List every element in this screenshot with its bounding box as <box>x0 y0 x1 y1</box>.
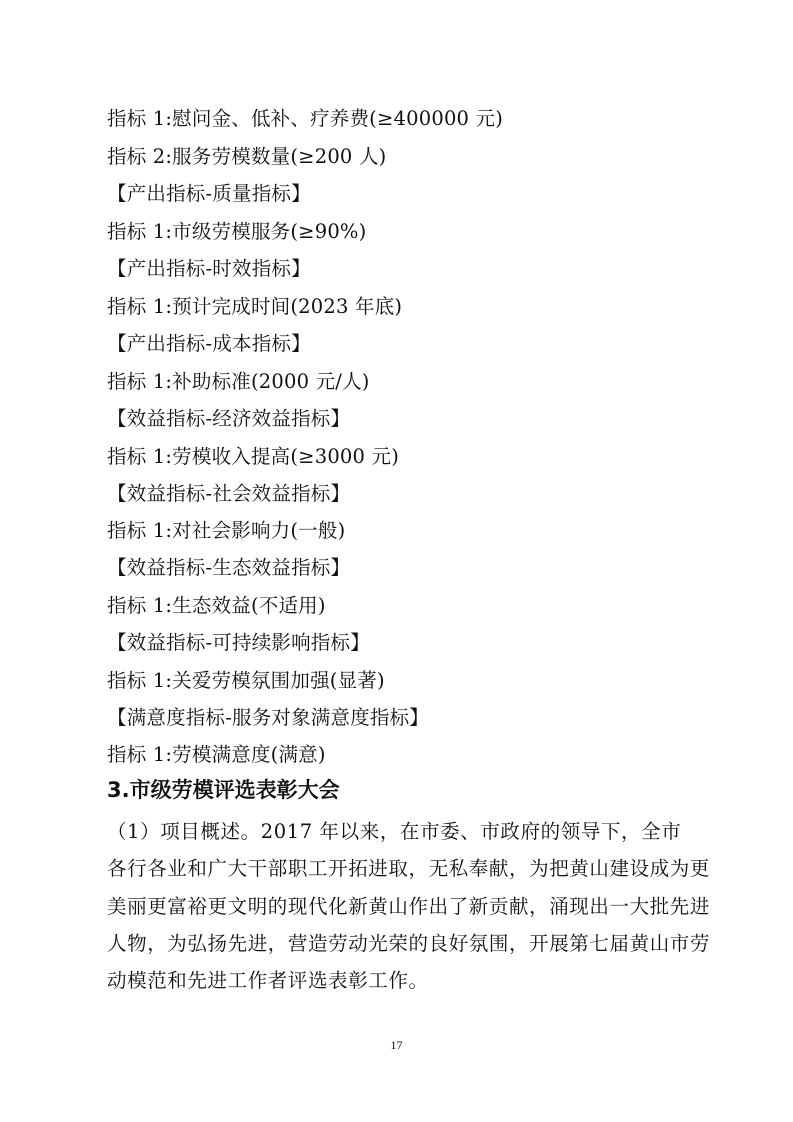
indicator-line: 指标 1:预计完成时间(2023 年底) <box>107 295 403 318</box>
indicator-line: 指标 1:劳模收入提高(≥3000 元) <box>107 445 400 468</box>
page-number: 17 <box>390 1038 403 1052</box>
indicator-category: 【效益指标-生态效益指标】 <box>107 556 351 579</box>
paragraph-line: （1）项目概述。2017 年以来，在市委、市政府的领导下，全市 <box>107 820 682 843</box>
paragraph-line: 美丽更富裕更文明的现代化新黄山作出了新贡献，涌现出一大批先进 <box>107 895 711 918</box>
paragraph-line: 动模范和先进工作者评选表彰工作。 <box>107 969 429 992</box>
section-heading: 3.市级劳模评选表彰大会 <box>107 778 340 802</box>
indicator-line: 指标 1:慰问金、低补、疗养费(≥400000 元) <box>107 107 504 130</box>
indicator-category: 【满意度指标-服务对象满意度指标】 <box>107 706 429 729</box>
paragraph-line: 人物，为弘扬先进，营造劳动光荣的良好氛围，开展第七届黄山市劳 <box>107 932 711 955</box>
indicator-category: 【效益指标-社会效益指标】 <box>107 482 351 505</box>
indicator-category: 【产出指标-成本指标】 <box>107 332 311 355</box>
indicator-category: 【产出指标-时效指标】 <box>107 257 311 280</box>
indicator-line: 指标 1:补助标准(2000 元/人) <box>107 370 370 393</box>
indicator-category: 【效益指标-经济效益指标】 <box>107 407 351 430</box>
indicator-line: 指标 2:服务劳模数量(≥200 人) <box>107 145 387 168</box>
indicator-line: 指标 1:关爱劳模氛围加强(显著) <box>107 669 385 692</box>
indicator-line: 指标 1:劳模满意度(满意) <box>107 743 326 766</box>
indicator-line: 指标 1:市级劳模服务(≥90%) <box>107 220 367 243</box>
indicator-line: 指标 1:对社会影响力(一般) <box>107 519 346 542</box>
indicator-line: 指标 1:生态效益(不适用) <box>107 594 326 617</box>
paragraph-line: 各行各业和广大干部职工开拓进取，无私奉献，为把黄山建设成为更 <box>107 857 711 880</box>
indicator-category: 【产出指标-质量指标】 <box>107 182 311 205</box>
indicator-category: 【效益指标-可持续影响指标】 <box>107 631 370 654</box>
